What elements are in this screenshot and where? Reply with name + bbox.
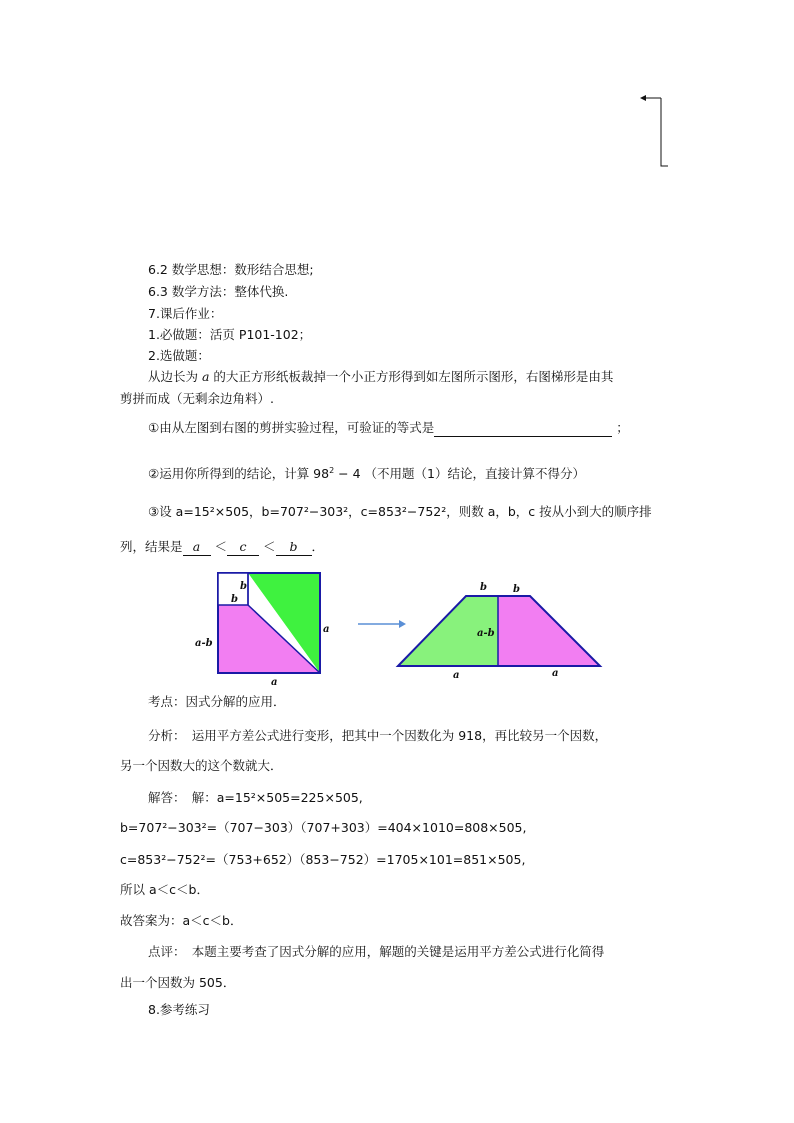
problem-text-2: 剪拼而成（无剩余边角料）. <box>120 391 274 406</box>
comment-1: 点评： 本题主要考查了因式分解的应用，解题的关键是运用平方差公式进行化简得 <box>148 944 605 959</box>
label-a-minus-b-right: a-b <box>477 628 495 639</box>
label-a-minus-b: a-b <box>195 638 213 649</box>
line-7: 7.课后作业： <box>148 306 223 321</box>
solution-1: 解答： 解：a=15²×505=225×505, <box>148 790 363 805</box>
corner-mark <box>636 90 676 172</box>
answer-blank-1 <box>434 420 612 437</box>
label-b-side: b <box>231 594 238 605</box>
answer-c: c <box>227 539 259 556</box>
label-a-bottom: a <box>271 677 278 688</box>
left-square-figure <box>190 568 340 690</box>
solution-4: 所以 a＜c＜b． <box>120 882 209 897</box>
problem-text-1: 从边长为 a 的大正方形纸板裁掉一个小正方形得到如左图所示图形，右图梯形是由其 <box>148 369 614 384</box>
analysis-1: 分析： 运用平方差公式进行变形，把其中一个因数化为 918，再比较另一个因数， <box>148 728 608 743</box>
kaodian: 考点：因式分解的应用． <box>148 694 286 709</box>
comment-2: 出一个因数为 505． <box>120 975 236 990</box>
question-1: ①由从左图到右图的剪拼实验过程，可验证的等式是 ； <box>148 420 629 435</box>
label-a-left: a <box>453 670 460 681</box>
line-homework-2: 2.选做题： <box>148 348 210 363</box>
solution-3: c=853²−752²=（753+652）（853−752）=1705×101=851×505, <box>120 852 526 867</box>
label-b-left: b <box>480 582 487 593</box>
label-a-right: a <box>323 624 330 635</box>
label-b-right: b <box>513 584 520 595</box>
label-a-right-bottom: a <box>552 668 559 679</box>
line-6-3: 6.3 数学方法：整体代换. <box>148 284 289 299</box>
answer-b: b <box>276 539 312 556</box>
question-3: ③设 a=15²×505，b=707²−303²，c=853²−752²，则数 a，b，c 按从小到大的顺序排 <box>148 504 652 519</box>
solution-5: 故答案为：a＜c＜b． <box>120 913 243 928</box>
line-8: 8.参考练习 <box>148 1002 210 1017</box>
solution-2: b=707²−303²=（707−303）（707+303）=404×1010=808×505, <box>120 820 527 835</box>
right-trapezoid-figure <box>392 578 608 682</box>
label-b-top: b <box>240 581 247 592</box>
answer-a: a <box>183 539 211 556</box>
line-homework-1: 1.必做题：活页 P101-102； <box>148 327 312 342</box>
pink-part <box>498 596 600 666</box>
question-2: ②运用你所得到的结论，计算 $98^2 - 4$ （不用题（1）结论，直接计算不得分） <box>148 466 585 482</box>
line-6-2: 6.2 数学思想：数形结合思想; <box>148 262 314 277</box>
analysis-2: 另一个因数大的这个数就大． <box>120 758 283 773</box>
question-3-answer: 列，结果是 a ＜ c ＜ b ． <box>120 539 325 554</box>
